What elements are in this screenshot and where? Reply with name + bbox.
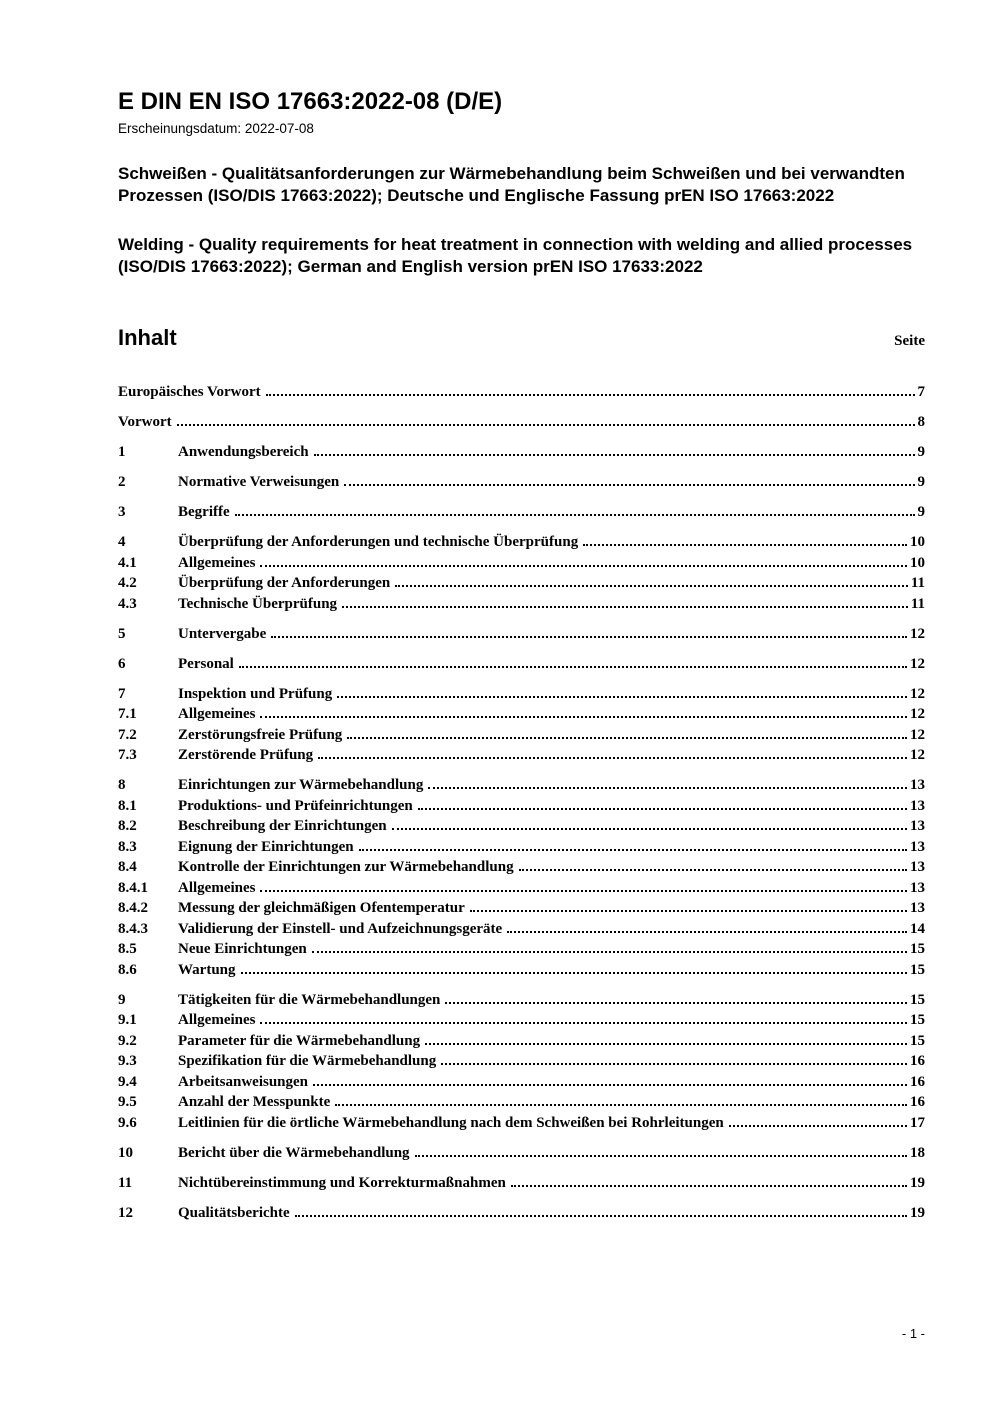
toc-entry-title: Personal (178, 655, 234, 672)
toc-entry-title: Anwendungsbereich (178, 444, 309, 461)
toc-entry-number: 9.1 (118, 1012, 137, 1029)
toc-entry-page: 15 (910, 941, 925, 958)
toc-entry-page: 13 (910, 859, 925, 876)
dot-leader (583, 544, 907, 546)
toc-entry (118, 1113, 925, 1134)
toc-entry-title: Parameter für die Wärmebehandlung (178, 1032, 421, 1049)
toc-entry (118, 960, 925, 981)
toc-entry-page: 12 (910, 625, 925, 642)
toc-entry-number: 4.3 (118, 595, 137, 612)
dot-leader (425, 1043, 907, 1045)
toc-entry (118, 1010, 925, 1031)
toc-entry-number: 8.4 (118, 859, 137, 876)
dot-leader (519, 869, 907, 871)
toc-entry-page: 15 (910, 1012, 925, 1029)
toc-group (118, 472, 925, 493)
dot-leader (241, 972, 907, 974)
toc-entry-page: 12 (910, 655, 925, 672)
toc-heading: Inhalt (118, 325, 177, 351)
dot-leader (313, 1084, 907, 1086)
toc-entry-title: Überprüfung der Anforderungen (178, 575, 391, 592)
toc-entry-number: 7.2 (118, 726, 137, 743)
toc-entry-title: Beschreibung der Einrichtungen (178, 818, 387, 835)
dot-leader (507, 931, 907, 933)
dot-leader (418, 808, 907, 810)
toc-entry (118, 1051, 925, 1072)
toc-entry-page: 19 (910, 1204, 925, 1221)
toc-entry-number: 4.2 (118, 575, 137, 592)
toc-group (118, 654, 925, 675)
toc-entry-number: 8.3 (118, 838, 137, 855)
toc-entry (118, 898, 925, 919)
toc-entry (118, 725, 925, 746)
toc-entry-title: Überprüfung der Anforderungen und technische Überprüfung (178, 534, 579, 551)
toc-entry-title: Allgemeines (178, 706, 256, 723)
toc-entry-page: 15 (910, 991, 925, 1008)
toc-entry-number: 7.3 (118, 747, 137, 764)
dot-leader (260, 1022, 907, 1024)
toc-entry-title: Tätigkeiten für die Wärmebehandlungen (178, 991, 441, 1008)
toc-entry (118, 684, 925, 705)
toc-entry-title: Kontrolle der Einrichtungen zur Wärmebehandlung (178, 859, 514, 876)
toc-entry (118, 837, 925, 858)
toc-entry-title: Vorwort (118, 414, 172, 431)
toc-entry (118, 775, 925, 796)
toc-entry-page: 10 (910, 534, 925, 551)
toc-group (118, 442, 925, 463)
toc-entry-page: 13 (910, 879, 925, 896)
toc-entry-title: Technische Überprüfung (178, 595, 338, 612)
toc-entry-page: 13 (910, 838, 925, 855)
toc-entry-title: Leitlinien für die örtliche Wärmebehandlung nach dem Schweißen bei Rohrleitungen (178, 1114, 724, 1131)
toc-entry-title: Allgemeines (178, 1012, 256, 1029)
toc-entry-page: 10 (910, 554, 925, 571)
toc-entry-title: Allgemeines (178, 879, 256, 896)
toc-entry-number: 8 (118, 777, 126, 794)
toc-entry-page: 16 (910, 1094, 925, 1111)
toc-entry-title: Einrichtungen zur Wärmebehandlung (178, 777, 424, 794)
toc-entry (118, 816, 925, 837)
toc-entry-number: 9.5 (118, 1094, 137, 1111)
toc-entry-number: 8.4.2 (118, 900, 148, 917)
dot-leader (260, 716, 907, 718)
toc-group (118, 684, 925, 766)
toc-entry-title: Begriffe (178, 504, 230, 521)
toc-group (118, 412, 925, 433)
publish-date: Erscheinungsdatum: 2022-07-08 (118, 121, 314, 136)
dot-leader (445, 1002, 907, 1004)
toc-entry-number: 8.6 (118, 961, 137, 978)
toc-entry-number: 4.1 (118, 554, 137, 571)
dot-leader (177, 424, 915, 426)
table-of-contents (118, 325, 925, 1223)
toc-entry-title: Messung der gleichmäßigen Ofentemperatur (178, 900, 465, 917)
toc-entry-page: 11 (910, 575, 925, 592)
dot-leader (415, 1155, 907, 1157)
toc-entry-title: Wartung (178, 961, 236, 978)
toc-list (118, 382, 925, 1223)
toc-entry-number: 1 (118, 444, 126, 461)
toc-entry-page: 13 (910, 777, 925, 794)
toc-group (118, 775, 925, 980)
toc-entry-page: 11 (910, 595, 925, 612)
toc-entry (118, 939, 925, 960)
toc-entry (118, 1203, 925, 1224)
toc-group (118, 990, 925, 1134)
toc-entry (118, 553, 925, 574)
toc-entry-page: 18 (910, 1144, 925, 1161)
toc-entry (118, 704, 925, 725)
dot-leader (260, 890, 907, 892)
toc-entry-number: 8.5 (118, 941, 137, 958)
dot-leader (511, 1185, 907, 1187)
toc-entry (118, 1092, 925, 1113)
toc-entry-number: 10 (118, 1144, 133, 1161)
toc-entry-page: 17 (910, 1114, 925, 1131)
toc-entry (118, 412, 925, 433)
toc-entry-title: Validierung der Einstell- und Aufzeichnungsgeräte (178, 920, 503, 937)
toc-entry-number: 3 (118, 504, 126, 521)
dot-leader (347, 737, 907, 739)
dot-leader (729, 1125, 907, 1127)
dot-leader (266, 394, 915, 396)
toc-entry-number: 9.6 (118, 1114, 137, 1131)
dot-leader (428, 787, 907, 789)
toc-entry-number: 7 (118, 685, 126, 702)
toc-entry (118, 624, 925, 645)
toc-entry-number: 4 (118, 534, 126, 551)
toc-group (118, 1143, 925, 1164)
toc-entry-title: Eignung der Einrichtungen (178, 838, 354, 855)
toc-entry-page: 15 (910, 1032, 925, 1049)
dot-leader (318, 757, 907, 759)
dot-leader (337, 696, 907, 698)
toc-entry-number: 9.4 (118, 1073, 137, 1090)
toc-entry-number: 2 (118, 474, 126, 491)
toc-entry-title: Zerstörende Prüfung (178, 747, 314, 764)
toc-entry (118, 919, 925, 940)
dot-leader (314, 454, 915, 456)
toc-entry-title: Europäisches Vorwort (118, 384, 261, 401)
toc-entry-number: 8.4.3 (118, 920, 148, 937)
toc-entry-number: 6 (118, 655, 126, 672)
dot-leader (271, 636, 907, 638)
toc-group (118, 502, 925, 523)
toc-entry-page: 13 (910, 797, 925, 814)
page-footer (902, 1326, 925, 1341)
toc-group (118, 1203, 925, 1224)
toc-entry-number: 9.2 (118, 1032, 137, 1049)
toc-entry-page: 16 (910, 1073, 925, 1090)
toc-entry-page: 8 (917, 414, 925, 431)
toc-entry (118, 442, 925, 463)
toc-entry-page: 9 (917, 504, 925, 521)
toc-entry-title: Arbeitsanweisungen (178, 1073, 309, 1090)
toc-entry-number: 8.1 (118, 797, 137, 814)
toc-entry-page: 19 (910, 1174, 925, 1191)
toc-entry (118, 878, 925, 899)
toc-entry-title: Nichtübereinstimmung und Korrekturmaßnahmen (178, 1174, 506, 1191)
toc-entry (118, 796, 925, 817)
toc-group (118, 532, 925, 614)
toc-entry (118, 1143, 925, 1164)
dot-leader (441, 1063, 907, 1065)
toc-entry-title: Qualitätsberichte (178, 1204, 290, 1221)
dot-leader (344, 484, 914, 486)
toc-entry (118, 745, 925, 766)
toc-entry-page: 9 (917, 474, 925, 491)
toc-entry-title: Inspektion und Prüfung (178, 685, 333, 702)
toc-page-column-label: Seite (894, 333, 925, 350)
title-english: Welding - Quality requirements for heat treatment in connection with welding and allied processes (ISO/DIS 17663:2022); German and English version prEN ISO 17633:2022 (118, 235, 913, 277)
dot-leader (312, 951, 907, 953)
toc-group (118, 1173, 925, 1194)
toc-entry-number: 8.4.1 (118, 879, 148, 896)
document-title: E DIN EN ISO 17663:2022-08 (D/E) (118, 88, 503, 115)
toc-entry-page: 13 (910, 818, 925, 835)
toc-entry-page: 13 (910, 900, 925, 917)
toc-entry-number: 7.1 (118, 706, 137, 723)
toc-entry (118, 594, 925, 615)
toc-entry (118, 1173, 925, 1194)
toc-group (118, 624, 925, 645)
toc-entry (118, 857, 925, 878)
toc-entry-page: 15 (910, 961, 925, 978)
toc-entry-number: 9.3 (118, 1053, 137, 1070)
toc-entry-title: Neue Einrichtungen (178, 941, 307, 958)
toc-entry-page: 7 (917, 384, 925, 401)
toc-entry (118, 532, 925, 553)
dot-leader (392, 828, 907, 830)
toc-entry-page: 14 (910, 920, 925, 937)
toc-entry-title: Anzahl der Messpunkte (178, 1094, 331, 1111)
toc-entry (118, 1031, 925, 1052)
toc-entry-page: 12 (910, 706, 925, 723)
toc-entry-page: 12 (910, 726, 925, 743)
toc-entry-title: Allgemeines (178, 554, 256, 571)
dot-leader (470, 910, 907, 912)
toc-group (118, 382, 925, 403)
toc-entry-page: 16 (910, 1053, 925, 1070)
dot-leader (335, 1104, 907, 1106)
dot-leader (359, 849, 907, 851)
dot-leader (395, 585, 908, 587)
toc-entry-title: Untervergabe (178, 625, 267, 642)
page-number: - 1 - (901, 1326, 925, 1341)
toc-entry-number: 12 (118, 1204, 133, 1221)
toc-entry-title: Bericht über die Wärmebehandlung (178, 1144, 410, 1161)
toc-entry-number: 8.2 (118, 818, 137, 835)
toc-entry-number: 11 (118, 1174, 133, 1191)
toc-entry (118, 472, 925, 493)
dot-leader (342, 606, 908, 608)
toc-entry (118, 502, 925, 523)
toc-entry-number: 9 (118, 991, 126, 1008)
toc-entry-page: 12 (910, 685, 925, 702)
toc-entry-title: Spezifikation für die Wärmebehandlung (178, 1053, 437, 1070)
document-header (118, 88, 925, 278)
title-german: Schweißen - Qualitätsanforderungen zur Wärmebehandlung beim Schweißen und bei verwandten Prozessen (ISO/DIS 17663:2022); Deutsche und Englische Fassung prEN ISO 17663:2022 (118, 164, 905, 206)
dot-leader (260, 565, 907, 567)
toc-entry-title: Zerstörungsfreie Prüfung (178, 726, 343, 743)
dot-leader (239, 666, 907, 668)
toc-entry (118, 990, 925, 1011)
toc-entry-title: Normative Verweisungen (178, 474, 340, 491)
dot-leader (295, 1215, 907, 1217)
toc-entry (118, 573, 925, 594)
toc-entry-page: 12 (910, 747, 925, 764)
toc-entry-title: Produktions- und Prüfeinrichtungen (178, 797, 413, 814)
toc-entry (118, 382, 925, 403)
dot-leader (235, 514, 915, 516)
toc-entry (118, 1072, 925, 1093)
toc-header (118, 325, 925, 351)
toc-entry-number: 5 (118, 625, 126, 642)
toc-entry (118, 654, 925, 675)
toc-entry-page: 9 (917, 444, 925, 461)
